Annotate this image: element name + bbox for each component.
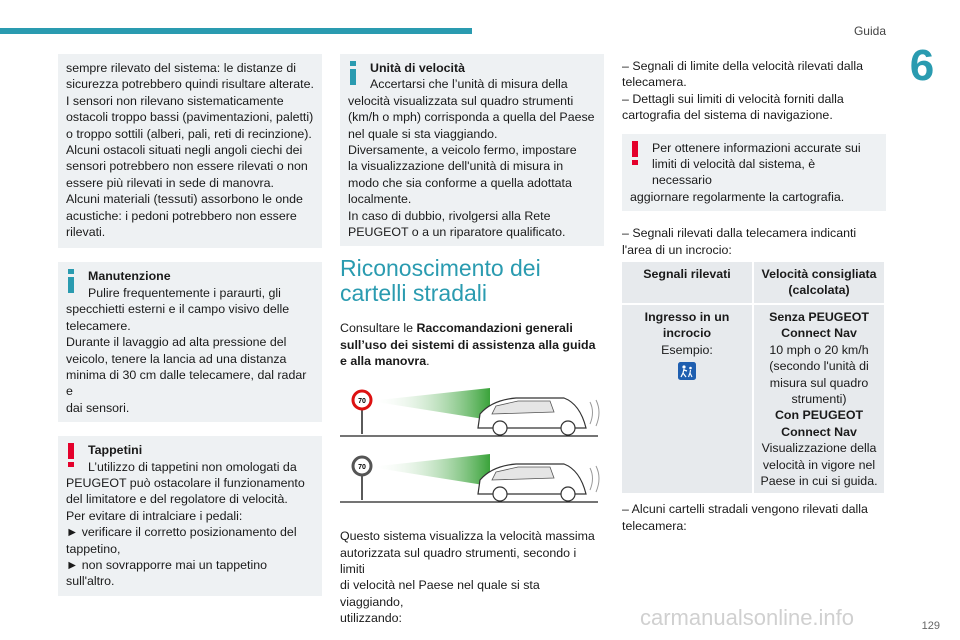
text-line: autorizzata sul quadro strumenti, secondo i limiti — [340, 545, 577, 576]
dash-item — [622, 58, 886, 91]
column-2 — [340, 54, 604, 627]
text-line: la visualizzazione dell'unità di misura in — [348, 159, 564, 174]
text-line: del limitatore e del regolatore di velocità. — [66, 492, 288, 507]
info-icon — [67, 269, 77, 293]
speed-sign-value: 70 — [358, 397, 366, 405]
text-line: cartografia del sistema di navigazione. — [622, 108, 833, 123]
example-label: Esempio: — [661, 342, 713, 357]
text-line: Visualizzazione della — [761, 441, 877, 456]
text-line: Per evitare di intralciare i pedali: — [66, 508, 243, 523]
text-line: telecamere. — [66, 318, 131, 333]
heading-line: Riconoscimento dei — [340, 255, 541, 282]
chapter-number: 6 — [909, 41, 935, 90]
dash-item — [622, 91, 886, 124]
text-line: I sensori non rilevano sistematicamente — [66, 93, 284, 108]
units-title: Unità di velocità — [370, 61, 466, 75]
text-line: misura sul quadro — [769, 375, 869, 390]
text-line: Connect Nav — [781, 424, 857, 439]
consult-suffix: . — [426, 354, 430, 369]
text-line: L’utilizzo di tappetini non omologati da — [88, 459, 297, 474]
camera-beam — [370, 388, 490, 420]
text-line: utilizzando: — [340, 611, 402, 626]
text-line: Durante il lavaggio ad alta pressione del — [66, 335, 287, 350]
text-line: specchietti esterni e il campo visivo delle — [66, 302, 290, 317]
text-line: Diversamente, a veicolo fermo, impostare — [348, 143, 577, 158]
speed-sign-value: 70 — [358, 463, 366, 471]
sign-recognition-illustration — [340, 384, 604, 510]
speed-units-info-box — [340, 54, 604, 246]
text-line: limiti di velocità dal sistema, è necessario — [652, 157, 816, 188]
text-line: ► non sovrapporre mai un tappetino — [66, 557, 267, 572]
text-line: veicolo, tenere la lancia ad una distanza — [66, 351, 287, 366]
column-3 — [622, 58, 886, 534]
text-line: PEUGEOT può ostacolare il funzionamento — [66, 475, 305, 490]
top-accent-bar — [0, 28, 472, 34]
scene-sign-displayed — [340, 454, 599, 502]
text-line: 10 mph o 20 km/h — [769, 342, 869, 357]
text-line: Connect Nav — [781, 326, 857, 341]
mats-title: Tappetini — [88, 443, 143, 458]
text-line: aggiornare regolarmente la cartografia. — [630, 189, 845, 204]
text-line: essere più rilevati in sede di manovra. — [66, 175, 274, 190]
text-line: incrocio — [662, 326, 712, 341]
table-header: Segnali rilevati — [622, 262, 753, 304]
text-line: ► verificare il corretto posizionamento del — [66, 525, 297, 540]
text-line: Senza PEUGEOT — [769, 309, 869, 324]
table-cell — [622, 304, 753, 493]
table-cell — [753, 304, 884, 493]
text-line: strumenti) — [791, 391, 847, 406]
text-line: Con PEUGEOT — [774, 408, 864, 423]
text-line: acustiche: i pedoni potrebbero non essere — [66, 208, 297, 223]
navigation-warning-box — [622, 134, 886, 212]
text-line: (secondo l'unità di — [769, 359, 869, 374]
warning-icon — [67, 443, 77, 467]
text-line: localmente. — [348, 192, 412, 207]
text-line: velocità in vigore nel — [762, 457, 876, 472]
text-line: (km/h o mph) corrisponda a quella del Paese — [348, 110, 595, 125]
text-line: Pulire frequentemente i paraurti, gli — [88, 285, 281, 300]
system-description — [340, 528, 604, 626]
consult-reference: Raccomandazioni generali sull’uso dei sistemi di assistenza alla guida e alla manovra — [340, 321, 596, 369]
text-line: velocità visualizzata sul quadro strumenti — [348, 93, 574, 108]
text-line: Paese in cui si guida. — [760, 473, 878, 488]
info-icon — [349, 61, 359, 85]
text-line: Alcuni ostacoli situati negli angoli ciechi dei — [66, 143, 303, 158]
text-line: In caso di dubbio, rivolgersi alla Rete — [348, 208, 551, 223]
text-line: Per ottenere informazioni accurate sui — [652, 140, 861, 155]
sensor-limits-note — [58, 54, 322, 248]
text-line: PEUGEOT o a un riparatore qualificato. — [348, 225, 566, 240]
text-line: di velocità nel Paese nel quale si sta viaggiando, — [340, 578, 540, 609]
car-icon — [478, 464, 599, 501]
text-line: – Segnali rilevati dalla telecamera indicanti — [622, 226, 857, 241]
consult-paragraph — [340, 320, 604, 369]
warning-icon — [631, 141, 641, 165]
watermark: carmanualsonline.info — [640, 605, 855, 630]
text-line: sicurezza potrebbero quindi risultare alterate. — [66, 77, 314, 92]
section-title: Guida — [853, 24, 886, 38]
text-line: modo che sia conforme a quella adottata — [348, 175, 572, 190]
mats-warning-box — [58, 436, 322, 596]
dash-item — [622, 501, 886, 534]
column-1 — [58, 54, 322, 610]
text-line: ostacoli troppo bassi (pavimentazioni, paletti) — [66, 110, 314, 125]
maintenance-title: Manutenzione — [88, 269, 171, 284]
text-line: – Segnali di limite della velocità rilevati dalla — [622, 59, 864, 73]
car-icon — [478, 398, 599, 435]
text-line: sempre rilevato del sistema: le distanze di — [66, 61, 297, 75]
consult-prefix: Consultare le — [340, 321, 417, 336]
scene-sign-detected — [340, 388, 599, 436]
text-line: telecamera. — [622, 75, 687, 90]
text-line: minima di 30 cm dalle telecamere, dal radar e — [66, 367, 307, 399]
intersection-sign-icon — [678, 362, 696, 380]
text-line: sensori potrebbero non essere rilevati o non — [66, 159, 308, 174]
page-number: 129 — [921, 620, 940, 632]
text-line: nel quale si sta viaggiando. — [348, 126, 498, 141]
text-line: dai sensori. — [66, 400, 130, 415]
table-header-row — [622, 262, 884, 304]
camera-beam — [370, 454, 490, 486]
heading-line: cartelli stradali — [340, 280, 487, 307]
text-line: sull'altro. — [66, 574, 115, 589]
text-line: – Dettagli sui limiti di velocità forniti dalla — [622, 91, 844, 106]
text-line: l'area di un incrocio: — [622, 242, 732, 257]
text-line: Questo sistema visualizza la velocità massima — [340, 529, 595, 544]
maintenance-info-box — [58, 262, 322, 422]
text-line: o troppo sottili (alberi, pali, reti di recinzione). — [66, 126, 312, 141]
table-header: Velocità consigliata (calcolata) — [753, 262, 884, 304]
dash-item — [622, 225, 886, 258]
section-heading — [340, 256, 604, 306]
text-line: Accertarsi che l’unità di misura della — [370, 77, 568, 92]
table-row — [622, 304, 884, 493]
text-line: tappetino, — [66, 541, 121, 556]
text-line: telecamera: — [622, 518, 687, 533]
text-line: Alcuni materiali (tessuti) assorbono le onde — [66, 192, 303, 207]
text-line: rilevati. — [66, 225, 106, 240]
text-line: Ingresso in un — [644, 309, 730, 324]
text-line: – Alcuni cartelli stradali vengono rilevati dalla — [622, 502, 868, 517]
signals-table — [622, 262, 884, 493]
